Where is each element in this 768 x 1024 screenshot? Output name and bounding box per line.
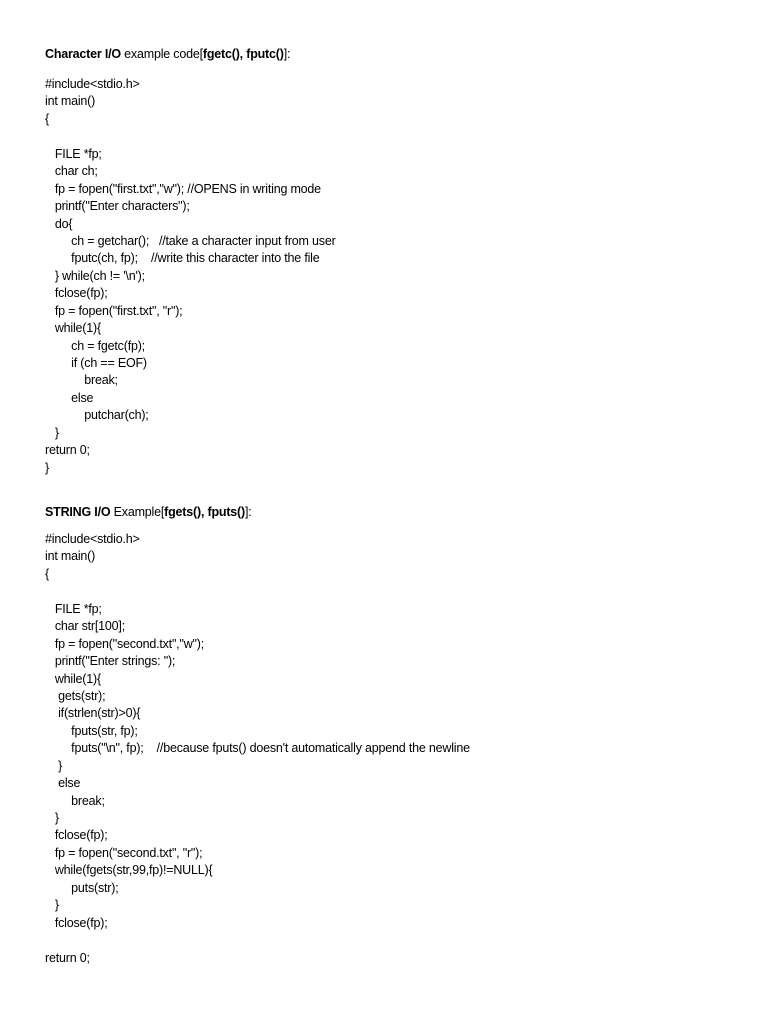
code-line: else: [45, 390, 94, 405]
code-line: [45, 128, 336, 145]
code-line: {: [45, 566, 49, 581]
code-line: printf("Enter characters");: [45, 199, 190, 214]
code-line: fp = fopen("first.txt","w"); //OPENS in writing mode: [45, 181, 321, 196]
code-line: fclose(fp);: [45, 286, 108, 301]
code-line: #include<stdio.h>: [45, 77, 140, 91]
code-line: }: [45, 898, 59, 913]
code-line: fputc(ch, fp); //write this character into the file: [45, 251, 320, 266]
code-line: fputs(str, fp);: [45, 723, 138, 738]
heading-bold-prefix: STRING I/O: [45, 505, 111, 519]
code-line: }: [45, 811, 59, 825]
code-line: } while(ch != '\n');: [45, 268, 145, 283]
code-line: fp = fopen("first.txt", "r");: [45, 303, 183, 318]
code-line: FILE *fp;: [45, 146, 102, 161]
code-line: }: [45, 425, 59, 440]
code-line: {: [45, 111, 49, 126]
code-line: if (ch == EOF): [45, 356, 147, 370]
code-line: while(1){: [45, 321, 101, 336]
code-line: gets(str);: [45, 688, 106, 703]
code-line: FILE *fp;: [45, 601, 102, 616]
heading-mid-text: example code[: [120, 47, 203, 61]
code-line: do{: [45, 216, 73, 231]
code-line: char ch;: [45, 164, 98, 179]
code-line: printf("Enter strings: ");: [45, 654, 176, 669]
code-block-string-io: [45, 531, 470, 967]
code-line: int main(): [45, 549, 96, 564]
code-line: char str[100];: [45, 619, 125, 634]
heading-suffix: ]:: [283, 47, 291, 61]
code-line: ch = fgetc(fp);: [45, 338, 145, 353]
code-line: ch = getchar(); //take a character input from user: [45, 233, 336, 248]
code-line: fputs("\n", fp); //because fputs() doesn't automatically append the newline: [45, 741, 470, 756]
code-line: }: [45, 758, 63, 773]
section-heading-character-io: [45, 46, 290, 63]
code-block-character-io: [45, 76, 336, 477]
code-line: }: [45, 460, 49, 475]
code-line: break;: [45, 793, 105, 808]
heading-mid-text: Example[: [110, 505, 165, 519]
heading-suffix: ]:: [244, 505, 252, 519]
code-line: while(fgets(str,99,fp)!=NULL){: [45, 863, 213, 878]
code-line: int main(): [45, 94, 96, 109]
code-line: [45, 932, 470, 949]
code-line: [45, 583, 470, 600]
heading-bold-prefix: Character I/O: [45, 47, 121, 61]
code-line: break;: [45, 373, 118, 388]
code-line: else: [45, 776, 81, 791]
code-line: fclose(fp);: [45, 915, 108, 930]
section-heading-string-io: [45, 504, 252, 521]
code-line: fp = fopen("second.txt", "r");: [45, 845, 203, 860]
code-line: puts(str);: [45, 880, 119, 895]
heading-bold-funcs: fgets(), fputs(): [164, 505, 245, 519]
code-line: return 0;: [45, 950, 90, 965]
code-line: fclose(fp);: [45, 828, 108, 843]
heading-bold-funcs: fgetc(), fputc(): [202, 47, 284, 61]
code-line: putchar(ch);: [45, 408, 149, 423]
code-line: return 0;: [45, 443, 90, 458]
code-line: fp = fopen("second.txt","w");: [45, 636, 204, 651]
code-line: while(1){: [45, 671, 101, 686]
code-line: if(strlen(str)>0){: [45, 706, 141, 721]
code-line: #include<stdio.h>: [45, 532, 140, 546]
